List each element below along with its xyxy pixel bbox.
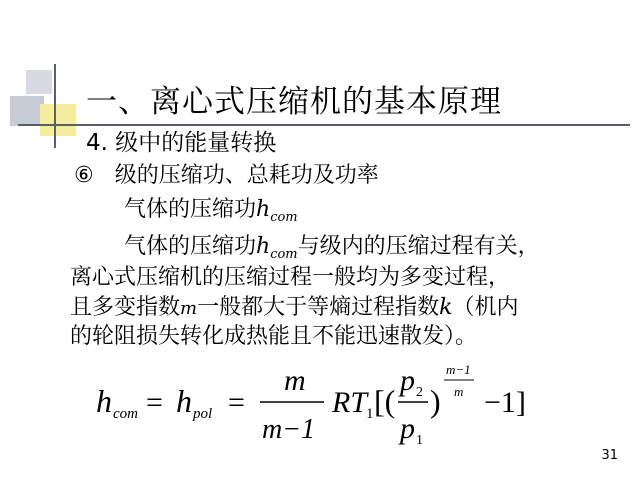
ratio-numerator-p: p [400,364,415,397]
decor-square-gray [10,96,44,126]
symbol-com: com [270,247,298,262]
exponent-denominator: m [454,384,464,399]
title-underline [18,124,630,126]
list-item [74,163,379,189]
formula-open-bracket: [( [374,383,396,419]
formula-h-pol: h [176,383,192,419]
decor-square-yellow [40,104,76,136]
symbol-k: k [439,295,453,320]
para-text: 且多变指数 [70,295,181,320]
symbol-h: h [256,197,271,222]
formula-sub-pol: pol [193,406,213,422]
item-marker: ⑥ [74,163,94,188]
fraction-numerator: m [284,364,306,397]
paragraph-line-4 [70,324,477,350]
section-heading [86,130,276,156]
paragraph-line-1 [124,234,540,268]
subheading [124,197,298,231]
formula-equals: = [146,386,163,419]
subhead-text: 气体的压缩功 [124,197,257,222]
fraction-denominator: m−1 [262,414,316,445]
para-text: 一般都大于等熵过程指数 [197,295,440,320]
para-text: 离心式压缩机的压缩过程一般均为多变过程， [70,265,511,290]
slide-title: 一、离心式压缩机的基本原理 [86,84,502,120]
para-text: 的轮阻损失转化成热能且不能迅速散发）。 [70,324,478,349]
decor-vertical-line [54,64,56,148]
ratio-numerator-sub: 2 [416,385,423,400]
compression-work-formula [96,360,556,450]
para-text: （机内 [452,295,519,320]
paragraph-line-3 [70,295,518,322]
ratio-denominator-p: p [400,412,415,445]
symbol-h: h [256,234,271,259]
para-text: 气体的压缩功 [124,234,257,259]
symbol-m: m [180,298,198,319]
formula-RT: RT [332,386,368,419]
para-text: 与级内的压缩过程有关， [297,234,540,259]
item-text: 级的压缩功、总耗功及功率 [114,163,379,188]
ratio-denominator-sub: 1 [416,433,423,448]
decor-square-gray-small [26,70,52,94]
section-text: 4. 级中的能量转换 [86,130,277,156]
page-number: 31 [601,448,618,463]
exponent-numerator: m−1 [446,362,471,377]
formula-close-paren: ) [430,383,441,419]
formula-tail: −1] [484,386,526,419]
formula-sub-com: com [113,406,138,422]
formula-RT-sub: 1 [366,406,374,422]
formula-equals: = [228,386,245,419]
paragraph-line-2 [70,265,510,291]
formula-h: h [96,383,112,419]
symbol-com: com [270,210,298,225]
